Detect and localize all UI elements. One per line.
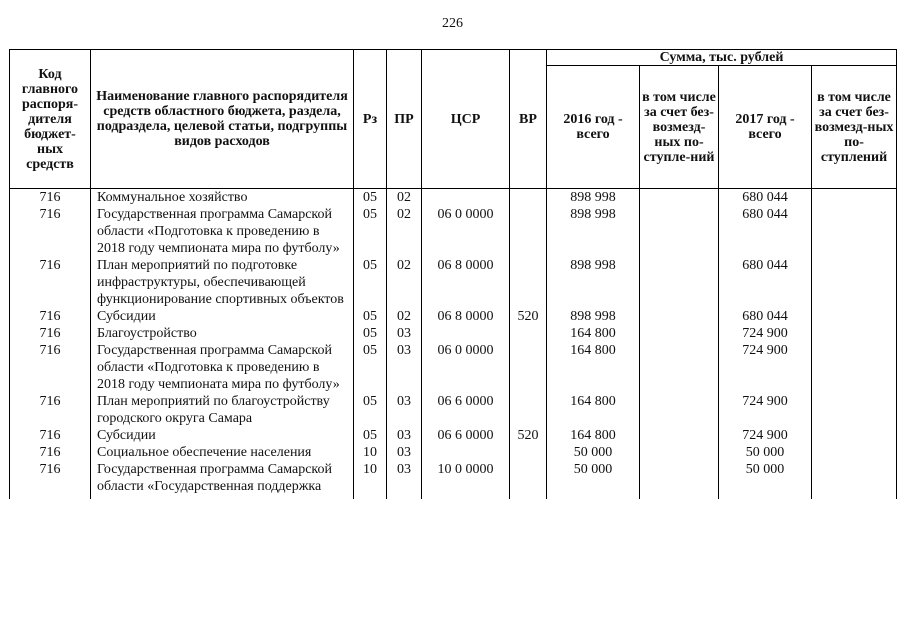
table-row [10, 444, 897, 461]
header-2017-free: в том числе за счет без-возмезд-ных по-ступлений [812, 66, 897, 189]
table-row [10, 427, 897, 444]
table-row [10, 325, 897, 342]
header-2016-free: в том числе за счет без-возмезд-ных по-ступле-ний [640, 66, 719, 189]
cell-csr: 06 0 0000 [422, 206, 510, 257]
cell-2017-total: 680 044 [719, 189, 812, 207]
cell-name: Коммунальное хозяйство [91, 189, 354, 207]
cell-2016-free [640, 308, 719, 325]
cell-2016-free [640, 189, 719, 207]
cell-2017-free [812, 325, 897, 342]
cell-rz: 05 [354, 427, 387, 444]
table-row [10, 257, 897, 308]
cell-vr [510, 257, 547, 308]
cell-csr [422, 189, 510, 207]
table-row [10, 393, 897, 427]
cell-2016-total: 164 800 [547, 325, 640, 342]
cell-2017-total: 50 000 [719, 461, 812, 499]
cell-pr: 02 [387, 189, 422, 207]
header-rz: Рз [354, 50, 387, 189]
cell-name: Государственная программа Самарской области «Подготовка к проведению в 2018 году чемпионата мира по футболу» [91, 342, 354, 393]
cell-name: План мероприятий по благоустройству городского округа Самара [91, 393, 354, 427]
cell-code: 716 [10, 325, 91, 342]
cell-vr [510, 325, 547, 342]
cell-vr [510, 444, 547, 461]
cell-vr [510, 461, 547, 499]
cell-2016-total: 164 800 [547, 393, 640, 427]
cell-rz: 05 [354, 342, 387, 393]
cell-2016-free [640, 393, 719, 427]
cell-vr [510, 342, 547, 393]
cell-code: 716 [10, 427, 91, 444]
cell-2017-free [812, 444, 897, 461]
cell-vr [510, 206, 547, 257]
cell-2016-total: 50 000 [547, 444, 640, 461]
cell-2016-free [640, 206, 719, 257]
cell-pr: 03 [387, 444, 422, 461]
cell-code: 716 [10, 308, 91, 325]
cell-name: Субсидии [91, 308, 354, 325]
cell-csr [422, 444, 510, 461]
cell-2016-total: 50 000 [547, 461, 640, 499]
cell-2017-total: 724 900 [719, 427, 812, 444]
budget-table [9, 49, 897, 499]
header-name: Наименование главного распорядителя средств областного бюджета, раздела, подраздела, целевой статьи, подгруппы видов расходов [91, 50, 354, 189]
cell-csr: 10 0 0000 [422, 461, 510, 499]
cell-name: Социальное обеспечение населения [91, 444, 354, 461]
cell-rz: 05 [354, 393, 387, 427]
cell-2016-free [640, 427, 719, 444]
cell-vr [510, 189, 547, 207]
cell-2016-free [640, 325, 719, 342]
cell-pr: 03 [387, 342, 422, 393]
cell-vr [510, 393, 547, 427]
cell-pr: 02 [387, 206, 422, 257]
cell-2017-free [812, 342, 897, 393]
cell-pr: 03 [387, 427, 422, 444]
cell-code: 716 [10, 461, 91, 499]
cell-rz: 05 [354, 206, 387, 257]
cell-2017-total: 724 900 [719, 342, 812, 393]
cell-code: 716 [10, 257, 91, 308]
cell-csr: 06 8 0000 [422, 308, 510, 325]
cell-csr: 06 6 0000 [422, 427, 510, 444]
cell-code: 716 [10, 206, 91, 257]
header-vr: ВР [510, 50, 547, 189]
cell-2017-total: 724 900 [719, 325, 812, 342]
cell-2017-total: 724 900 [719, 393, 812, 427]
cell-rz: 10 [354, 461, 387, 499]
cell-rz: 05 [354, 257, 387, 308]
cell-name: Субсидии [91, 427, 354, 444]
cell-rz: 05 [354, 325, 387, 342]
cell-name: Благоустройство [91, 325, 354, 342]
cell-2017-free [812, 206, 897, 257]
cell-2017-total: 680 044 [719, 257, 812, 308]
cell-2017-free [812, 461, 897, 499]
header-pr: ПР [387, 50, 422, 189]
cell-pr: 03 [387, 325, 422, 342]
cell-2016-free [640, 342, 719, 393]
cell-2016-total: 164 800 [547, 427, 640, 444]
header-code: Код главного распоря-дителя бюджет-ных средств [10, 50, 91, 189]
cell-2016-total: 164 800 [547, 342, 640, 393]
cell-2017-free [812, 427, 897, 444]
header-2017-total: 2017 год - всего [719, 66, 812, 189]
cell-code: 716 [10, 189, 91, 207]
cell-pr: 02 [387, 257, 422, 308]
cell-2016-free [640, 444, 719, 461]
cell-vr: 520 [510, 308, 547, 325]
page-number: 226 [442, 16, 463, 31]
table-row [10, 189, 897, 207]
cell-rz: 10 [354, 444, 387, 461]
cell-name: Государственная программа Самарской области «Государственная поддержка [91, 461, 354, 499]
cell-csr: 06 8 0000 [422, 257, 510, 308]
cell-rz: 05 [354, 189, 387, 207]
header-2016-total: 2016 год - всего [547, 66, 640, 189]
cell-csr: 06 6 0000 [422, 393, 510, 427]
cell-2017-free [812, 393, 897, 427]
cell-code: 716 [10, 444, 91, 461]
cell-name: Государственная программа Самарской области «Подготовка к проведению в 2018 году чемпионата мира по футболу» [91, 206, 354, 257]
cell-2017-free [812, 308, 897, 325]
table-row [10, 206, 897, 257]
cell-pr: 03 [387, 393, 422, 427]
cell-2017-total: 50 000 [719, 444, 812, 461]
cell-pr: 02 [387, 308, 422, 325]
cell-2016-total: 898 998 [547, 257, 640, 308]
table-body [10, 189, 897, 500]
cell-2016-total: 898 998 [547, 206, 640, 257]
cell-2016-total: 898 998 [547, 189, 640, 207]
cell-csr: 06 0 0000 [422, 342, 510, 393]
header-sum-group: Сумма, тыс. рублей [547, 50, 897, 66]
cell-vr: 520 [510, 427, 547, 444]
header-csr: ЦСР [422, 50, 510, 189]
cell-2017-total: 680 044 [719, 308, 812, 325]
cell-csr [422, 325, 510, 342]
table-row [10, 308, 897, 325]
cell-code: 716 [10, 342, 91, 393]
cell-2016-total: 898 998 [547, 308, 640, 325]
cell-2016-free [640, 461, 719, 499]
cell-code: 716 [10, 393, 91, 427]
cell-2016-free [640, 257, 719, 308]
cell-rz: 05 [354, 308, 387, 325]
cell-pr: 03 [387, 461, 422, 499]
cell-name: План мероприятий по подготовке инфраструктуры, обеспечивающей функционирование спортивных объектов [91, 257, 354, 308]
table-row [10, 342, 897, 393]
cell-2017-free [812, 189, 897, 207]
table-row [10, 461, 897, 499]
cell-2017-free [812, 257, 897, 308]
cell-2017-total: 680 044 [719, 206, 812, 257]
